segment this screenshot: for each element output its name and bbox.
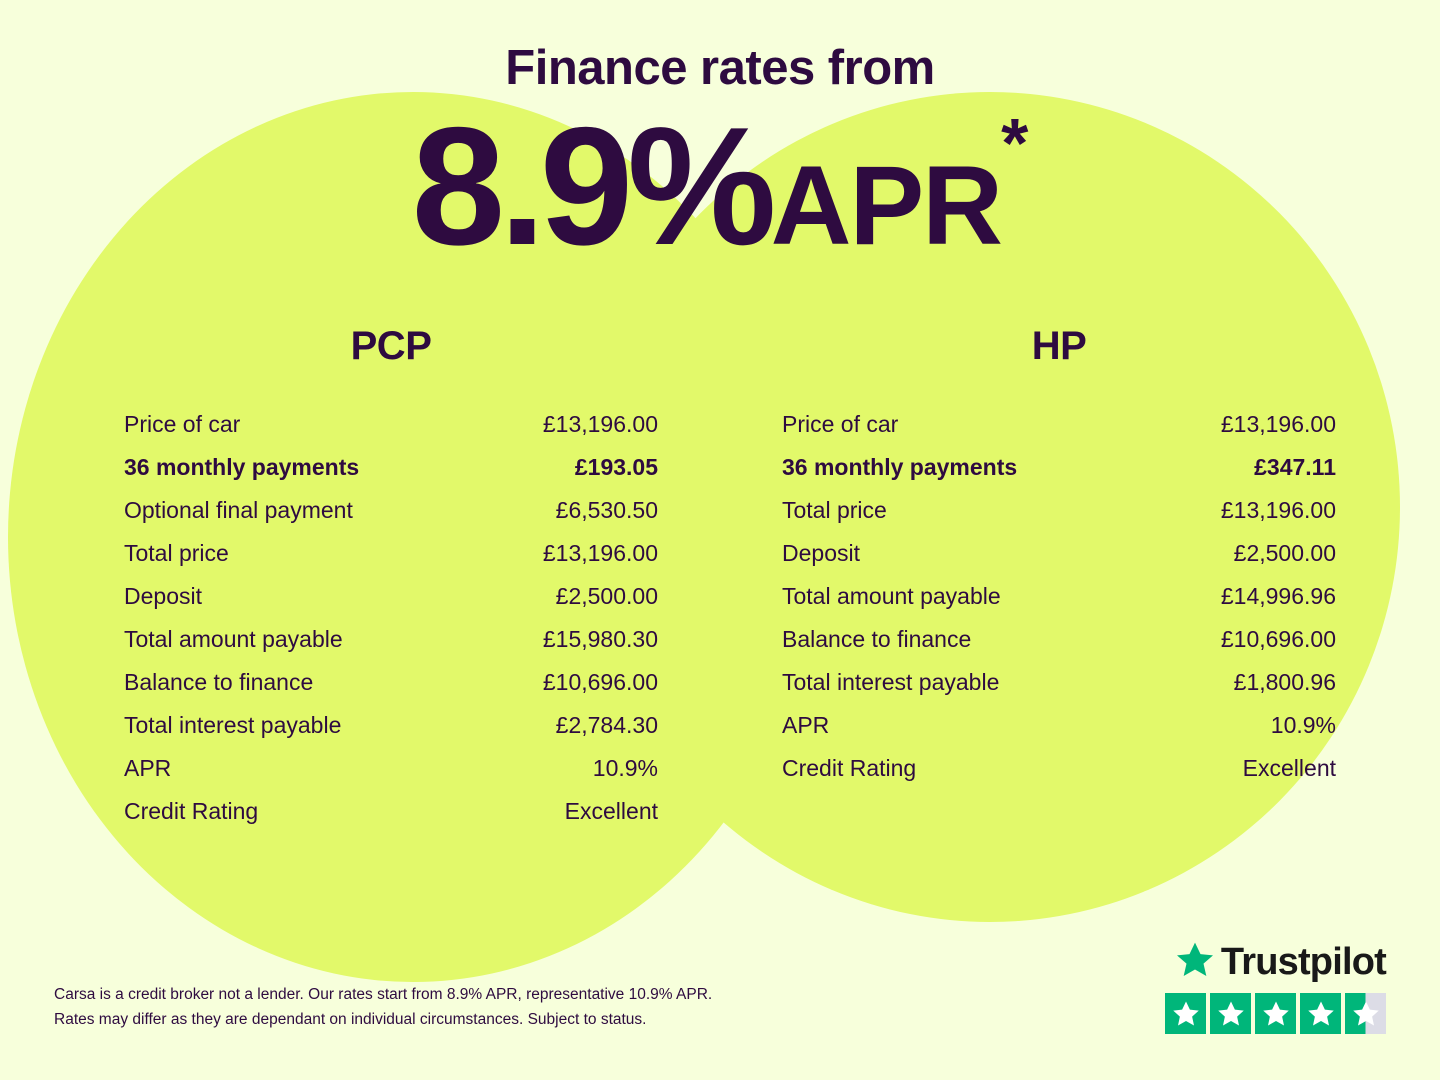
disclaimer — [54, 982, 712, 1032]
column-title-pcp: PCP — [350, 323, 432, 368]
star-icon-2 — [1210, 993, 1251, 1034]
table-row — [124, 446, 658, 489]
row-label: Price of car — [782, 410, 899, 437]
finance-comparison — [0, 324, 1440, 833]
row-label: APR — [782, 711, 830, 738]
row-label: Total price — [124, 539, 229, 566]
table-row — [782, 618, 1336, 661]
row-value: £2,500.00 — [555, 582, 658, 609]
row-value: Excellent — [1242, 754, 1336, 781]
table-row — [124, 575, 658, 618]
row-value: 10.9% — [1270, 711, 1336, 738]
trustpilot-wordmark: Trustpilot — [1220, 941, 1386, 983]
table-row — [782, 532, 1336, 575]
trustpilot-rating — [1165, 940, 1386, 1034]
table-row — [124, 532, 658, 575]
row-value: £6,530.50 — [555, 496, 658, 523]
finance-column-pcp — [62, 324, 720, 833]
row-label: Total amount payable — [782, 582, 1001, 609]
trustpilot-logo — [1165, 940, 1386, 985]
row-value: £13,196.00 — [542, 539, 658, 566]
table-row — [782, 489, 1336, 532]
row-value: £1,800.96 — [1233, 668, 1336, 695]
apr-asterisk: * — [1001, 103, 1029, 182]
star-icon-1 — [1165, 993, 1206, 1034]
apr-headline — [0, 91, 1440, 280]
disclaimer-line-1: Carsa is a credit broker not a lender. Our rates start from 8.9% APR, representative 10.9% APR. — [54, 986, 713, 1003]
table-row — [124, 790, 658, 833]
star-icon-5-half — [1345, 993, 1386, 1034]
column-title-hp: HP — [1031, 323, 1087, 368]
row-value: £13,196.00 — [1220, 410, 1336, 437]
row-label: Total amount payable — [124, 625, 343, 652]
finance-column-hp — [720, 324, 1378, 833]
row-value: £347.11 — [1254, 453, 1336, 480]
table-row — [782, 403, 1336, 446]
table-row — [782, 747, 1336, 790]
table-row — [124, 704, 658, 747]
row-value: £13,196.00 — [1220, 496, 1336, 523]
disclaimer-line-2: Rates may differ as they are dependant on individual circumstances. Subject to status. — [54, 1011, 647, 1028]
row-label: 36 monthly payments — [124, 453, 360, 480]
table-row — [124, 403, 658, 446]
table-row — [782, 446, 1336, 489]
table-row — [782, 661, 1336, 704]
row-value: £193.05 — [574, 453, 658, 480]
table-row — [124, 747, 658, 790]
row-label: Price of car — [124, 410, 241, 437]
row-label: Credit Rating — [124, 797, 259, 824]
row-label: Balance to finance — [124, 668, 314, 695]
table-row — [782, 704, 1336, 747]
row-value: 10.9% — [592, 754, 658, 781]
row-value: £15,980.30 — [542, 625, 658, 652]
row-label: Total interest payable — [124, 711, 342, 738]
header — [0, 0, 1440, 280]
row-label: Optional final payment — [124, 496, 353, 523]
row-label: Deposit — [782, 539, 860, 566]
trustpilot-star-icon — [1175, 940, 1215, 985]
row-value: £14,996.96 — [1220, 582, 1336, 609]
row-value: £2,500.00 — [1233, 539, 1336, 566]
apr-rate-value: 8.9% — [411, 91, 771, 280]
row-value: £10,696.00 — [1220, 625, 1336, 652]
table-row — [782, 575, 1336, 618]
table-row — [124, 618, 658, 661]
row-label: 36 monthly payments — [782, 453, 1018, 480]
star-icon-4 — [1300, 993, 1341, 1034]
page-title: Finance rates from — [505, 41, 935, 95]
row-value: Excellent — [564, 797, 658, 824]
star-icon-3 — [1255, 993, 1296, 1034]
row-label: Total interest payable — [782, 668, 1000, 695]
row-label: APR — [124, 754, 172, 781]
table-row — [124, 661, 658, 704]
trustpilot-stars — [1165, 993, 1386, 1034]
row-label: Balance to finance — [782, 625, 972, 652]
table-row — [124, 489, 658, 532]
row-value: £2,784.30 — [555, 711, 658, 738]
row-label: Credit Rating — [782, 754, 917, 781]
row-value: £10,696.00 — [542, 668, 658, 695]
apr-label: APR — [770, 142, 1002, 268]
row-label: Total price — [782, 496, 887, 523]
row-label: Deposit — [124, 582, 202, 609]
row-value: £13,196.00 — [542, 410, 658, 437]
